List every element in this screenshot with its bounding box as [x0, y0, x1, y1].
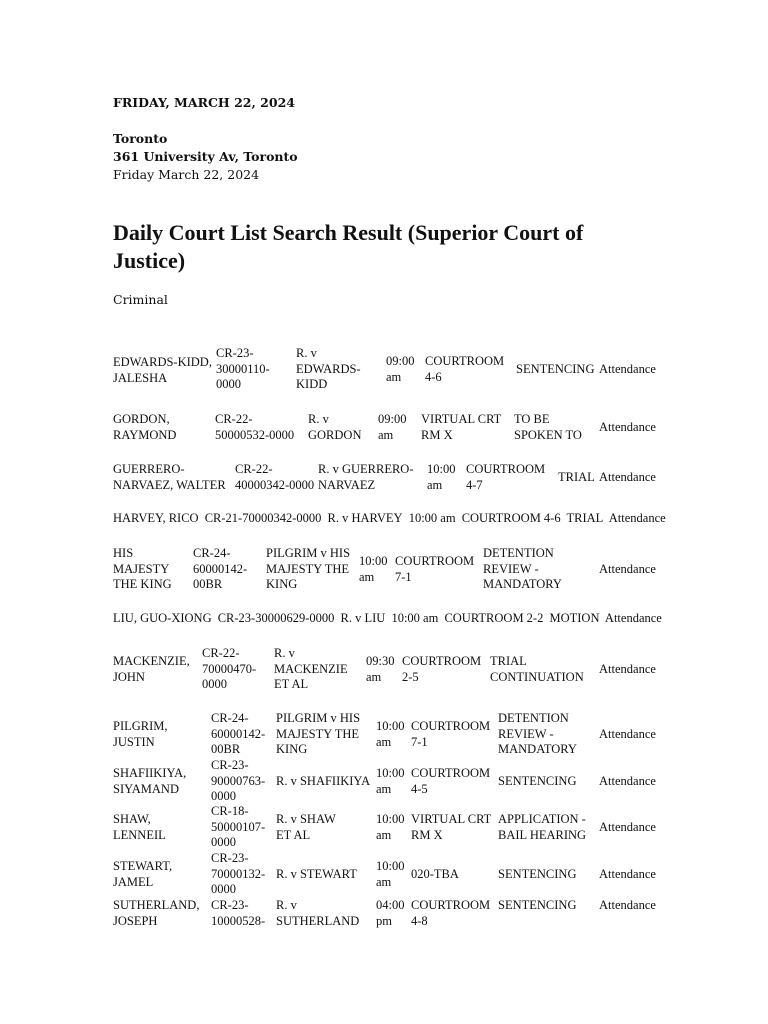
court-list-row — [113, 646, 673, 696]
file-number: CR-22-40000342-0000 — [235, 462, 315, 492]
party-name: HARVEY, RICO — [113, 511, 199, 525]
case-name: R. v SHAW ET AL — [276, 812, 336, 842]
file-number: CR-22-50000532-0000 — [215, 412, 295, 442]
party-name: GORDON, RAYMOND — [113, 412, 177, 442]
attendance-mode: Attendance — [599, 820, 656, 834]
case-name: PILGRIM v HIS MAJESTY THE KING — [276, 711, 361, 756]
hearing-type: SENTENCING — [498, 867, 577, 881]
courtroom: COURTROOM 7-1 — [395, 554, 475, 584]
courtroom: COURTROOM 4-6 — [461, 511, 561, 525]
hearing-time: 10:00 am — [376, 719, 405, 749]
case-name: R. v HARVEY — [327, 511, 403, 525]
file-number: CR-23-90000763-0000 — [211, 758, 266, 803]
date-line: Friday March 22, 2024 — [113, 167, 260, 182]
courtroom: COURTROOM 4-8 — [411, 898, 491, 928]
attendance-mode: Attendance — [599, 420, 656, 434]
hearing-time: 10:00 am — [376, 766, 405, 796]
court-list-row — [113, 851, 673, 901]
attendance-mode: Attendance — [599, 898, 656, 912]
attendance-mode: Attendance — [599, 362, 656, 376]
case-name: R. v GORDON — [308, 412, 362, 442]
case-name: R. v SUTHERLAND — [276, 898, 360, 928]
party-name: SHAW, LENNEIL — [113, 812, 166, 842]
case-name: R. v STEWART — [276, 867, 357, 881]
hearing-type: MOTION — [549, 611, 600, 625]
court-list-row — [113, 804, 673, 854]
attendance-mode: Attendance — [599, 470, 656, 484]
hearing-type: TRIAL — [558, 470, 595, 484]
courtroom: COURTROOM 2-2 — [444, 611, 544, 625]
party-name: LIU, GUO-XIONG — [113, 611, 212, 625]
courtroom: VIRTUAL CRT RM X — [411, 812, 492, 842]
courtroom: COURTROOM 4-6 — [425, 354, 505, 384]
court-list-row — [113, 898, 673, 932]
hearing-type: DETENTION REVIEW - MANDATORY — [498, 711, 577, 756]
courtroom: COURTROOM 4-5 — [411, 766, 491, 796]
party-name: SUTHERLAND, JOSEPH — [113, 898, 200, 928]
page-title: Daily Court List Search Result (Superior Court of Justice) — [113, 220, 584, 273]
date-heading: FRIDAY, MARCH 22, 2024 — [113, 95, 295, 110]
file-number: CR-22-70000470-0000 — [202, 646, 257, 691]
hearing-time: 10:00 am — [391, 611, 439, 625]
party-name: SHAFIIKIYA, SIYAMAND — [113, 766, 187, 796]
courtroom: COURTROOM 2-5 — [402, 654, 482, 684]
courtroom: COURTROOM 7-1 — [411, 719, 491, 749]
hearing-time: 10:00 am — [427, 462, 456, 492]
location-name: Toronto — [113, 131, 168, 146]
attendance-mode: Attendance — [599, 727, 656, 741]
case-name: R. v EDWARDS-KIDD — [296, 346, 361, 391]
case-name: R. v LIU — [340, 611, 386, 625]
court-list-row — [113, 546, 673, 596]
hearing-time: 09:30 am — [366, 654, 395, 684]
hearing-type: SENTENCING — [498, 774, 577, 788]
hearing-type: TRIAL CONTINUATION — [490, 654, 584, 684]
courtroom: COURTROOM 4-7 — [466, 462, 546, 492]
hearing-time: 04:00 pm — [376, 898, 405, 928]
file-number: CR-24-60000142-00BR — [211, 711, 266, 756]
courtroom: VIRTUAL CRT RM X — [421, 412, 502, 442]
hearing-time: 10:00 am — [376, 812, 405, 842]
party-name: GUERRERO-NARVAEZ, WALTER — [113, 462, 226, 492]
attendance-mode: Attendance — [604, 611, 662, 625]
category-label: Criminal — [113, 292, 168, 307]
party-name: EDWARDS-KIDD, JALESHA — [113, 355, 212, 385]
hearing-type: APPLICATION - BAIL HEARING — [498, 812, 587, 842]
case-name: PILGRIM v HIS MAJESTY THE KING — [266, 546, 351, 591]
file-number: CR-23-10000528- — [211, 898, 266, 928]
party-name: HIS MAJESTY THE KING — [113, 546, 172, 591]
file-number: CR-21-70000342-0000 — [204, 511, 322, 525]
attendance-mode: Attendance — [599, 562, 656, 576]
hearing-type: TRIAL — [566, 511, 604, 525]
party-name: STEWART, JAMEL — [113, 859, 173, 889]
party-name: MACKENZIE, JOHN — [113, 654, 190, 684]
file-number: CR-24-60000142-00BR — [193, 546, 248, 591]
court-list-row — [113, 462, 673, 496]
courtroom: 020-TBA — [411, 867, 459, 881]
attendance-mode: Attendance — [599, 867, 656, 881]
hearing-type: SENTENCING — [498, 898, 577, 912]
case-name: R. v SHAFIIKIYA — [276, 774, 371, 788]
hearing-time: 09:00 am — [386, 354, 415, 384]
file-number: CR-18-50000107-0000 — [211, 804, 266, 849]
hearing-type: TO BE SPOKEN TO — [514, 412, 582, 442]
court-list-row — [113, 412, 673, 446]
court-list-row — [113, 346, 673, 396]
court-list-row — [113, 711, 673, 761]
hearing-time: 10:00 am — [408, 511, 456, 525]
court-list-row — [113, 611, 665, 626]
attendance-mode: Attendance — [599, 662, 656, 676]
case-name: R. v MACKENZIE ET AL — [274, 646, 348, 691]
hearing-type: DETENTION REVIEW - MANDATORY — [483, 546, 562, 591]
attendance-mode: Attendance — [599, 774, 656, 788]
hearing-time: 10:00 am — [376, 859, 405, 889]
hearing-time: 10:00 am — [359, 554, 388, 584]
case-name: R. v GUERRERO-NARVAEZ — [318, 462, 414, 492]
hearing-type: SENTENCING — [516, 362, 595, 376]
file-number: CR-23-30000110-0000 — [216, 346, 270, 391]
file-number: CR-23-30000629-0000 — [217, 611, 335, 625]
hearing-time: 09:00 am — [378, 412, 407, 442]
court-list-row — [113, 511, 669, 526]
location-address: 361 University Av, Toronto — [113, 149, 298, 164]
file-number: CR-23-70000132-0000 — [211, 851, 266, 896]
party-name: PILGRIM, JUSTIN — [113, 719, 168, 749]
court-list-row — [113, 758, 673, 808]
attendance-mode: Attendance — [608, 511, 666, 525]
